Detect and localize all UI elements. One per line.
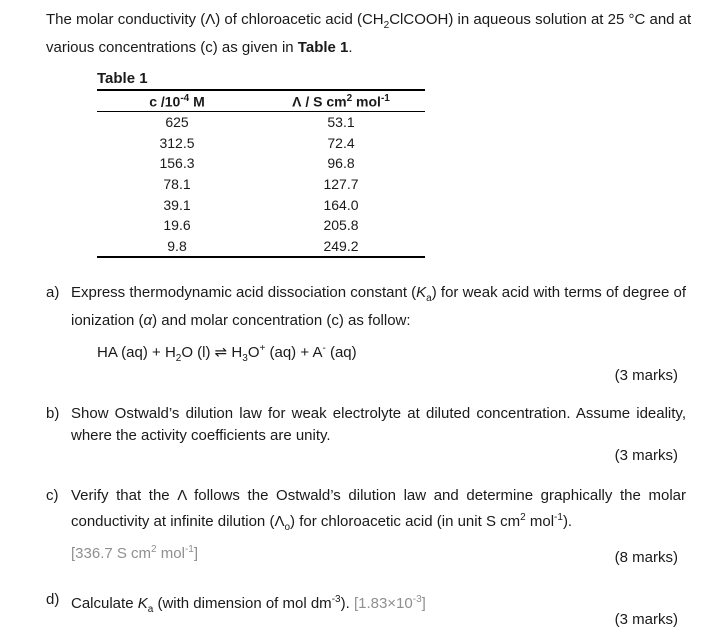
table-row	[97, 174, 425, 195]
question-a	[46, 282, 686, 332]
cell-conductivity: 205.8	[323, 217, 359, 234]
table-reference: Table 1	[297, 39, 349, 56]
header-concentration: c $/10^{-4}$ M	[97, 90, 257, 112]
cell-concentration: 625	[165, 114, 189, 131]
cell-conductivity: 96.8	[327, 155, 355, 172]
question-a-text: Express thermodynamic acid dissociation constant $(K_a)$ for weak acid with terms of degree of ionization (α) and molar concentration (c) as follow:	[71, 284, 687, 329]
table-row	[97, 194, 425, 215]
marks-d: (3 marks)	[614, 611, 678, 628]
reaction-equation: HA $(aq) + H_2O$ (l) ⇌ $H_3O^+$ (aq) + A- (aq)	[97, 343, 357, 364]
table-row	[97, 112, 425, 133]
question-c	[46, 485, 686, 565]
question-b-text: Show Ostwald’s dilution law for weak electrolyte at diluted concentration. Assume ideality, where the activity coefficients are unity.	[71, 405, 686, 444]
cell-conductivity: 164.0	[323, 196, 359, 213]
question-d	[46, 589, 686, 621]
intro-text-1: The molar conductivity (Λ) of chloroacetic acid (CH	[46, 11, 384, 28]
intro-text-3: .	[348, 39, 353, 56]
header-molar-conductivity: Λ / S $cm^2$ mol$^{-1}$	[257, 90, 425, 112]
question-c-text: Verify that the Λ follows the Ostwald’s dilution law and determine graphically the molar conductivity at infinite dilution $(\Lambda_o)$ for chloroacetic acid (in unit S $cm^2$ mol$^{-1}$).	[71, 487, 686, 533]
cell-concentration: 39.1	[163, 196, 191, 213]
cell-conductivity: 53.1	[327, 114, 355, 131]
answer-d: $[1.83\times 10^{-3}]$	[353, 594, 426, 612]
table-row	[97, 133, 425, 154]
intro-text-2: ClCOOH) in aqueous solution at 25 °C and at various concentrations (c) as given in	[46, 11, 692, 56]
data-table	[97, 89, 425, 258]
intro-subscript: 2	[383, 20, 390, 31]
marks-a: (3 marks)	[614, 367, 678, 384]
marks-c: (8 marks)	[614, 549, 678, 566]
question-c-label: c)	[46, 487, 59, 504]
cell-concentration: 19.6	[163, 217, 191, 234]
question-b-label: b)	[46, 405, 60, 422]
table-row	[97, 236, 425, 258]
intro-paragraph	[46, 9, 696, 59]
question-b	[46, 403, 686, 447]
question-d-label: d)	[46, 591, 60, 608]
cell-conductivity: 72.4	[327, 134, 355, 151]
table-header-row	[97, 90, 425, 112]
cell-concentration: 78.1	[163, 176, 191, 193]
cell-conductivity: 249.2	[257, 236, 425, 258]
cell-conductivity: 127.7	[323, 176, 359, 193]
table-row	[97, 153, 425, 174]
question-d-text: Calculate $K_a$ (with dimension of mol $dm^{-3}$). $[1.83\times 10^{-3}]$	[71, 594, 426, 615]
marks-b: (3 marks)	[614, 447, 678, 464]
question-a-label: a)	[46, 284, 60, 301]
cell-concentration: 312.5	[159, 134, 195, 151]
answer-c: [336.7 S $cm^2$ mol$^{-1}$]	[71, 544, 199, 562]
table-row	[97, 215, 425, 236]
cell-concentration: 9.8	[97, 236, 257, 258]
table-caption: Table 1	[97, 70, 148, 87]
cell-concentration: 156.3	[159, 155, 195, 172]
